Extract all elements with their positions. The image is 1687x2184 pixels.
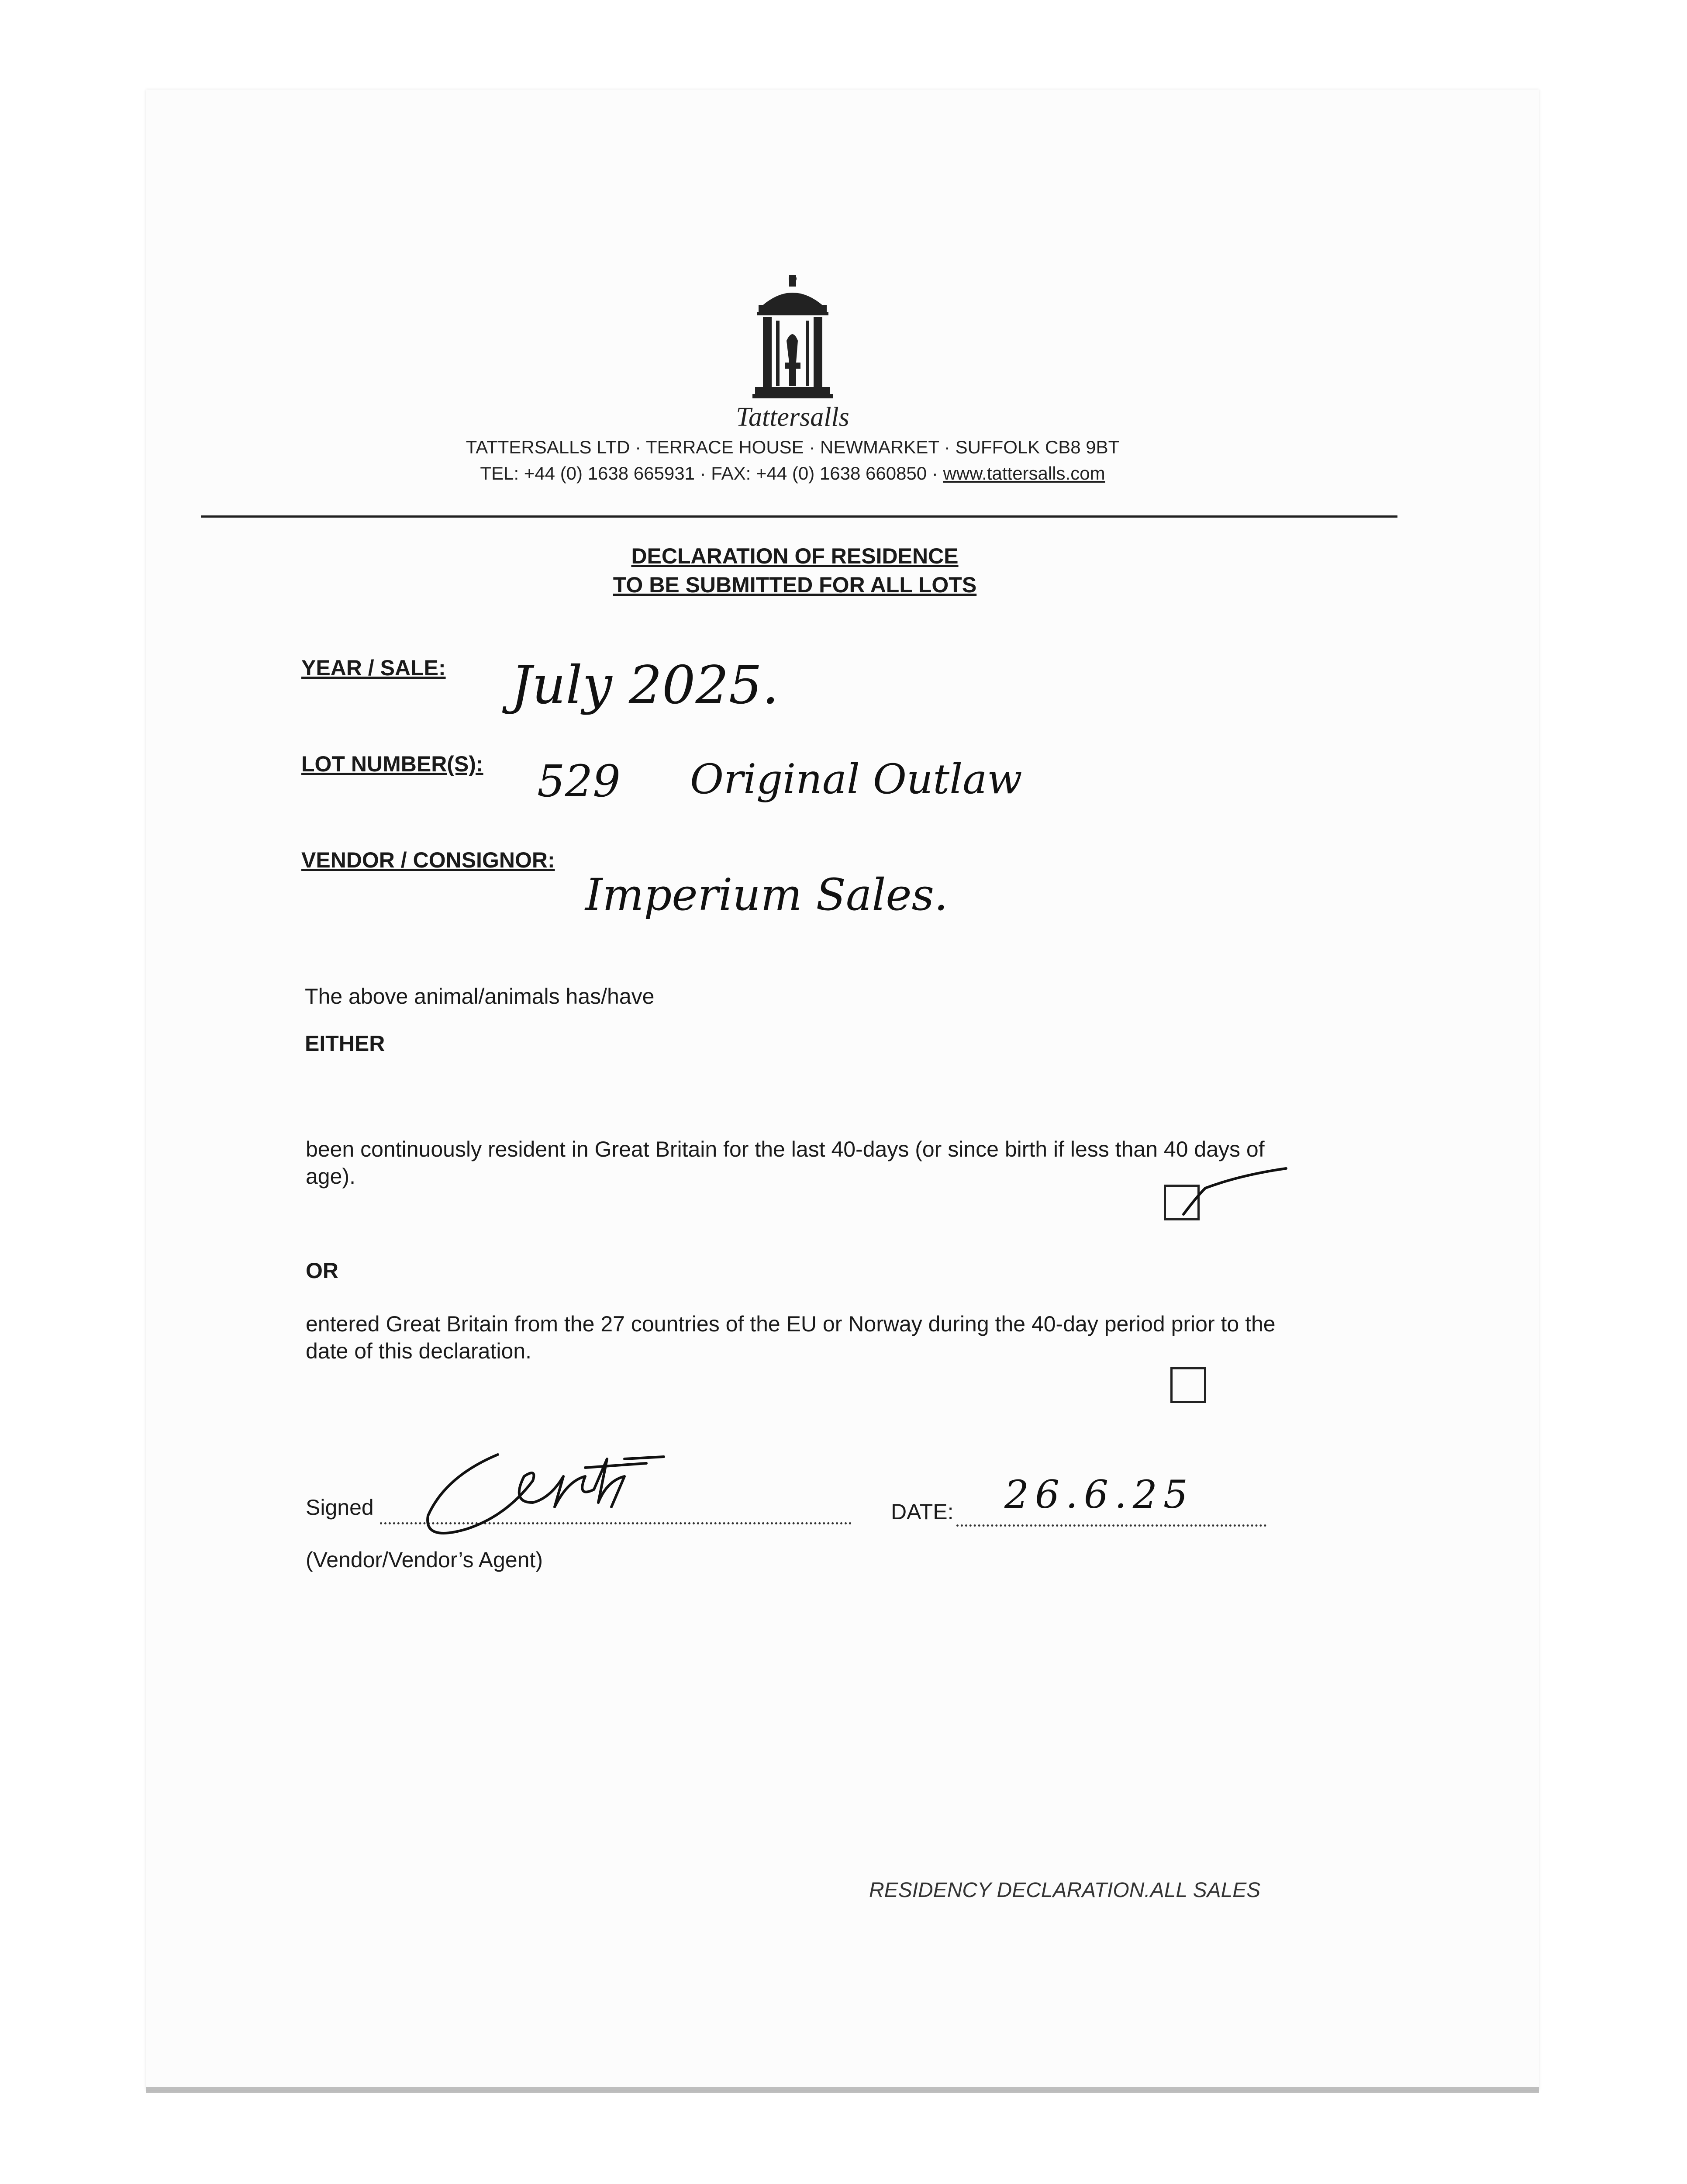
or-label: OR (306, 1258, 338, 1283)
form-title (524, 542, 1066, 599)
lot-horse-name[interactable]: Original Outlaw (690, 756, 1022, 803)
header-rule (201, 515, 1397, 518)
address-line: TATTERSALLS LTD · TERRACE HOUSE · NEWMARKET · SUFFOLK CB8 9BT (466, 437, 1120, 457)
option-1-tick-mark (1179, 1162, 1293, 1223)
footer-form-code: RESIDENCY DECLARATION.ALL SALES (869, 1879, 1261, 1902)
year-sale-label: YEAR / SALE: (301, 656, 446, 680)
brand-name: Tattersalls (736, 402, 849, 432)
either-label: EITHER (305, 1031, 385, 1056)
signature-scribble[interactable] (419, 1441, 690, 1546)
website-link[interactable]: www.tattersalls.com (943, 463, 1105, 484)
statement-intro: The above animal/animals has/have (305, 984, 655, 1009)
signer-role-label: (Vendor/Vendor’s Agent) (306, 1548, 543, 1572)
date-label: DATE: (891, 1500, 954, 1524)
option-1-text: been continuously resident in Great Britain for the last 40-days (or since birth if less than 40 days of age). (306, 1137, 1265, 1189)
date-value[interactable]: 26.6.25 (1004, 1472, 1194, 1517)
signed-label: Signed (306, 1495, 374, 1520)
vendor-value[interactable]: Imperium Sales. (585, 869, 948, 920)
title-line-2: TO BE SUBMITTED FOR ALL LOTS (613, 573, 977, 597)
contact-line (393, 463, 1192, 484)
option-2-checkbox[interactable] (1170, 1367, 1206, 1403)
title-line-1: DECLARATION OF RESIDENCE (631, 544, 959, 568)
lot-number-label: LOT NUMBER(S): (301, 752, 483, 776)
vendor-label: VENDOR / CONSIGNOR: (301, 848, 555, 872)
tattersalls-logo (749, 275, 836, 402)
contact-numbers: TEL: +44 (0) 1638 665931 · FAX: +44 (0) 1638 660850 · (480, 463, 943, 484)
option-2-text: entered Great Britain from the 27 countries of the EU or Norway during the 40-day period prior to the date of this declaration. (306, 1312, 1276, 1363)
sheet-shadow (146, 2087, 1539, 2093)
lot-number-value[interactable]: 529 (537, 756, 621, 807)
year-sale-value[interactable]: July 2025. (511, 655, 779, 716)
document-sheet (146, 90, 1539, 2090)
